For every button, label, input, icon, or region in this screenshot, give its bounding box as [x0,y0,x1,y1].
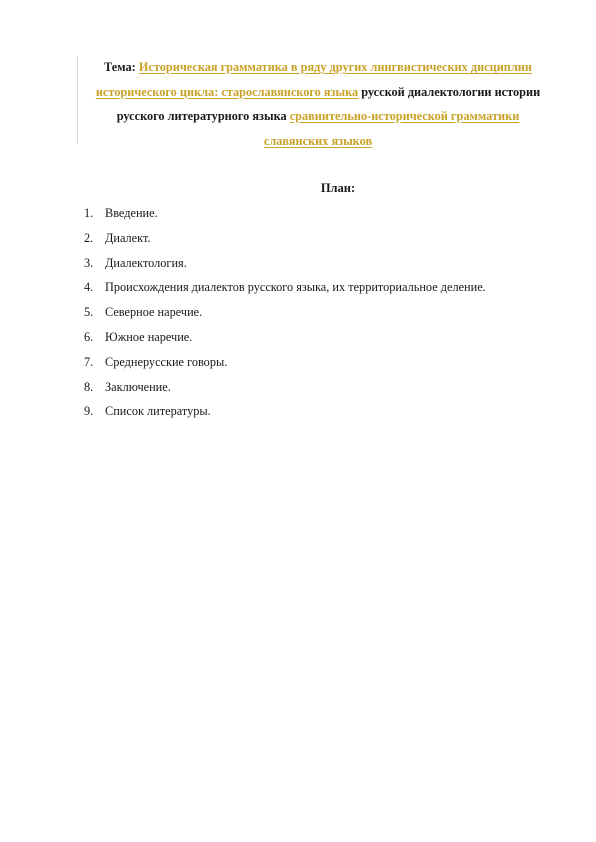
plan-item-number: 7. [84,354,94,369]
plan-item-text: Среднерусские говоры. [105,354,228,369]
plan-item-text: Северное наречие. [105,305,203,320]
plan-item [84,354,486,379]
plan-item-text: Диалектология. [105,255,187,270]
plan-item [84,379,486,404]
plan-item-text: Список литературы. [105,404,211,419]
plan-item [84,255,486,280]
plan-item-number: 2. [84,230,94,245]
plan-item-text: Заключение. [105,379,171,394]
plan-item-number: 9. [84,404,94,419]
plan-item [84,205,486,230]
plan-item-text: Южное наречие. [105,329,193,344]
plan-item-text: Происхождения диалектов русского языка, их территориальное деление. [105,280,486,295]
topic-link-second[interactable]: сравнительно-исторической грамматики славянских языков [263,109,520,148]
topic-heading [88,55,548,153]
plan-item-number: 8. [84,379,94,394]
topic-link-first[interactable]: Историческая грамматика в ряду других лингвистических дисциплин исторического цикла: старославянского языка [95,60,532,99]
plan-title: План: [320,181,356,195]
margin-line [77,56,78,144]
plan-item-number: 6. [84,329,94,344]
plan-item-text: Диалект. [105,230,151,245]
plan-item [84,230,486,255]
plan-list [84,205,486,428]
topic-plain-text: русской диалектологии истории русского литературного языка [116,84,541,123]
plan-item [84,403,486,428]
plan-item-number: 5. [84,305,94,320]
plan-item-text: Введение. [105,206,158,220]
plan-item [84,304,486,329]
topic-label: Тема: [104,60,136,74]
plan-item-number: 4. [84,280,94,295]
plan-item [84,329,486,354]
plan-item-number: 3. [84,255,94,270]
plan-item [84,279,486,304]
plan-item-number: 1. [84,206,94,220]
